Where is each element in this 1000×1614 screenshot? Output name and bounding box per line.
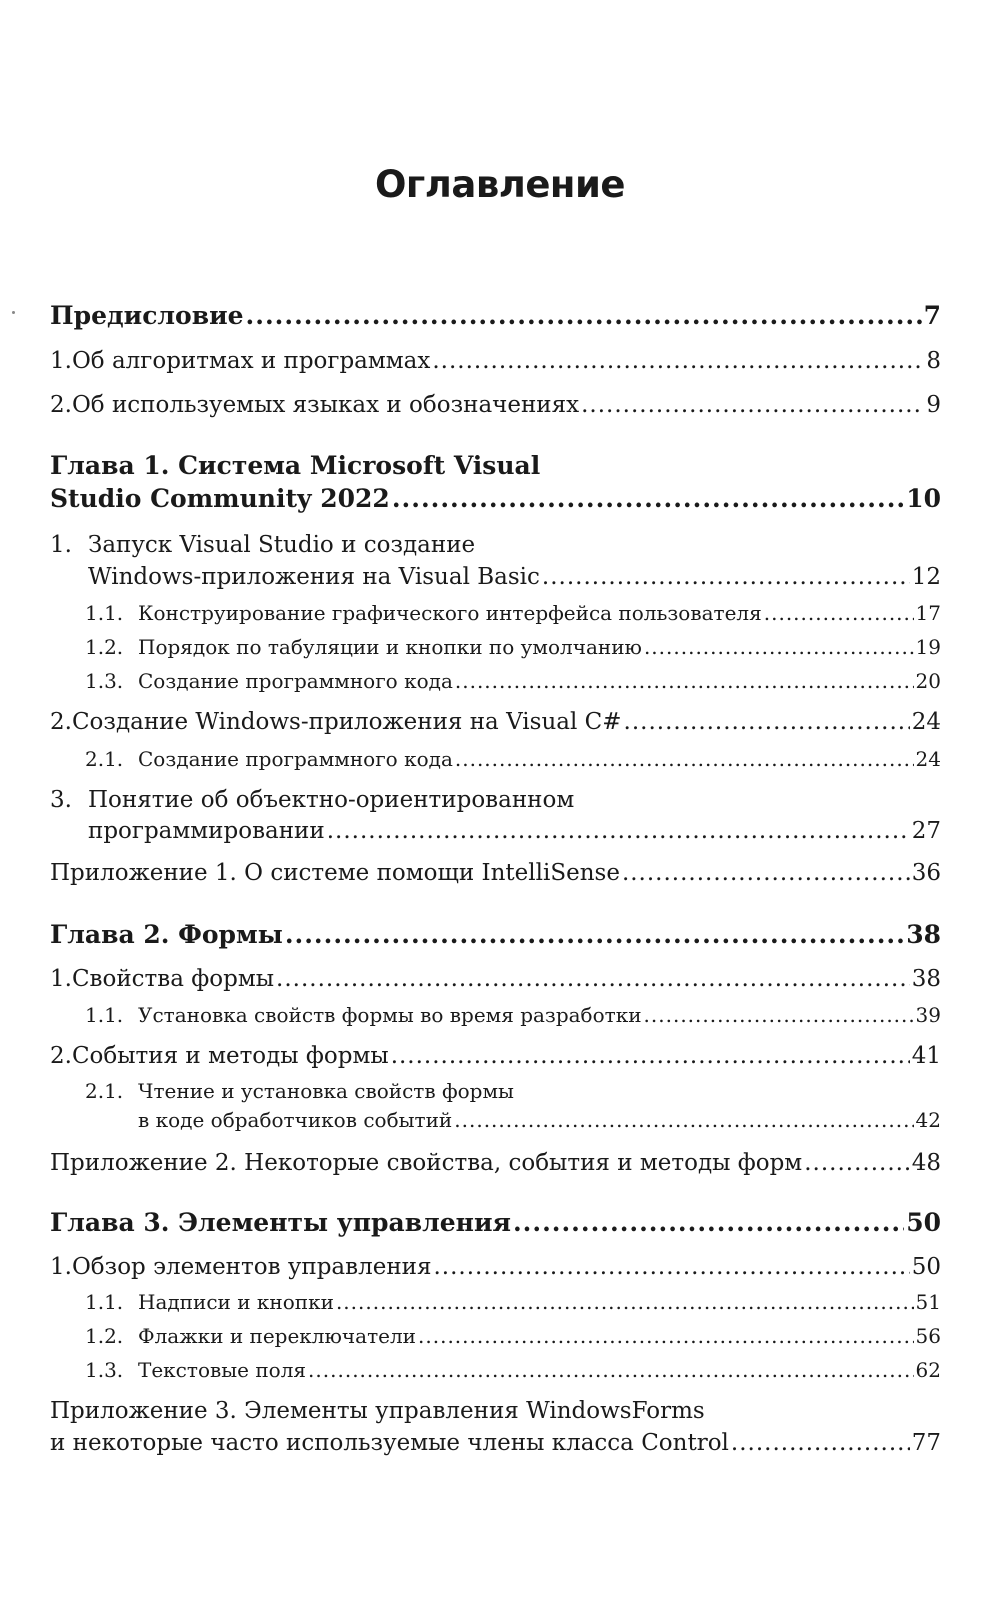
toc-page: 20 <box>915 669 941 693</box>
toc-page: 50 <box>911 1254 941 1280</box>
toc-label: Предисловие <box>50 301 244 330</box>
toc-label: Конструирование графического интерфейса пользователя <box>138 601 762 625</box>
toc-entry-chapter-3[interactable] <box>50 1210 941 1235</box>
toc-number: 1. <box>50 348 72 374</box>
leader-dots <box>391 1045 910 1068</box>
toc-number: 2.1. <box>85 747 124 771</box>
toc-page: 48 <box>911 1150 941 1176</box>
toc-entry[interactable] <box>85 671 941 691</box>
toc-number: 1. <box>50 532 72 558</box>
toc-number: 1. <box>50 966 72 992</box>
scan-speck <box>12 311 15 314</box>
toc-entry[interactable] <box>85 603 941 623</box>
toc-label: Понятие об объектно-ориентированном <box>88 787 575 813</box>
toc-page: 51 <box>915 1290 941 1314</box>
toc-page: 10 <box>906 484 941 513</box>
leader-dots <box>285 922 904 947</box>
toc-label: Свойства формы <box>71 966 275 992</box>
toc-label: Глава 2. Формы <box>50 920 283 949</box>
leader-dots <box>624 711 910 734</box>
toc-entry-preface[interactable] <box>50 303 941 328</box>
toc-number: 2. <box>50 1043 72 1069</box>
toc-number: 1.2. <box>85 1324 124 1348</box>
leader-dots <box>622 862 910 885</box>
leader-dots <box>455 749 914 769</box>
toc-label: Создание программного кода <box>138 669 453 693</box>
toc-label: Флажки и переключатели <box>138 1324 417 1348</box>
toc-label: Создание Windows-приложения на Visual C# <box>71 709 622 735</box>
leader-dots <box>513 1210 904 1235</box>
leader-dots <box>764 603 914 623</box>
toc-entry[interactable] <box>85 1005 941 1025</box>
toc-entry-line1 <box>50 534 475 557</box>
toc-entry[interactable] <box>85 637 941 657</box>
toc-label: в коде обработчиков событий <box>138 1108 453 1132</box>
toc-label: Studio Community 2022 <box>50 484 390 513</box>
toc-label: программировании <box>88 818 325 844</box>
toc-number: 1.1. <box>85 1003 124 1027</box>
toc-page: 56 <box>915 1324 941 1348</box>
toc-number: 1.2. <box>85 635 124 659</box>
toc-entry-line1: Приложение 3. Элементы управления WindowsForms <box>50 1398 705 1424</box>
toc-page: 38 <box>911 966 941 992</box>
toc-label: Текстовые поля <box>138 1358 307 1382</box>
toc-entry[interactable] <box>85 1292 941 1312</box>
toc-entry[interactable] <box>50 968 941 991</box>
leader-dots <box>804 1152 910 1175</box>
toc-label: Порядок по табуляции и кнопки по умолчанию <box>138 635 642 659</box>
toc-number: 1. <box>50 1254 72 1280</box>
leader-dots <box>276 968 910 991</box>
toc-page: 38 <box>906 920 941 949</box>
toc-entry[interactable] <box>50 394 941 417</box>
toc-entry[interactable] <box>50 350 941 373</box>
toc-label: Об алгоритмах и программах <box>71 348 431 374</box>
toc-page: 77 <box>911 1430 941 1456</box>
toc-entry-chapter-2[interactable] <box>50 922 941 947</box>
toc-entry[interactable] <box>50 1045 941 1068</box>
toc-label: Чтение и установка свойств формы <box>138 1079 514 1103</box>
toc-label: и некоторые часто используемые члены класса Control <box>50 1430 729 1456</box>
toc-page: 36 <box>911 860 941 886</box>
toc-label: Windows-приложения на Visual Basic <box>88 564 540 590</box>
toc-page: 8 <box>926 348 941 374</box>
toc-number: 2. <box>50 709 72 735</box>
toc-entry[interactable] <box>50 566 941 589</box>
leader-dots <box>644 1005 914 1025</box>
page-title: Оглавление <box>374 163 626 206</box>
toc-number: 1.1. <box>85 601 124 625</box>
toc-page: 24 <box>911 709 941 735</box>
leader-dots <box>455 671 914 691</box>
toc-entry[interactable] <box>85 1326 941 1346</box>
leader-dots <box>392 486 904 511</box>
toc-entry[interactable] <box>50 820 941 843</box>
chapter-1-heading-line1: Глава 1. Система Microsoft Visual <box>50 451 541 480</box>
leader-dots <box>327 820 910 843</box>
toc-page: 41 <box>911 1043 941 1069</box>
leader-dots <box>434 1256 910 1279</box>
toc-number: 1.3. <box>85 669 124 693</box>
leader-dots <box>308 1360 914 1380</box>
toc-page: 39 <box>915 1003 941 1027</box>
toc-page: 19 <box>915 635 941 659</box>
toc-page: 9 <box>926 392 941 418</box>
toc-entry[interactable] <box>85 1110 941 1130</box>
toc-number: 1.3. <box>85 1358 124 1382</box>
toc-page: 7 <box>923 301 941 330</box>
toc-label: Установка свойств формы во время разработки <box>138 1003 642 1027</box>
leader-dots <box>644 637 914 657</box>
leader-dots <box>418 1326 914 1346</box>
toc-label: Обзор элементов управления <box>71 1254 432 1280</box>
leader-dots <box>246 303 922 328</box>
toc-entry-line1 <box>50 789 574 812</box>
leader-dots <box>542 566 910 589</box>
toc-label: Надписи и кнопки <box>138 1290 334 1314</box>
toc-page: 17 <box>915 601 941 625</box>
toc-number: 1.1. <box>85 1290 124 1314</box>
toc-entry[interactable] <box>50 1256 941 1279</box>
leader-dots <box>581 394 924 417</box>
toc-label: Запуск Visual Studio и создание <box>88 532 476 558</box>
toc-label: Об используемых языках и обозначениях <box>71 392 580 418</box>
toc-label: Приложение 2. Некоторые свойства, события и методы форм <box>50 1150 803 1176</box>
leader-dots <box>454 1110 913 1130</box>
toc-page: 24 <box>915 747 941 771</box>
toc-label: Создание программного кода <box>138 747 453 771</box>
toc-entry-appendix-2[interactable] <box>50 1152 941 1175</box>
toc-page: 62 <box>915 1358 941 1382</box>
toc-number: 2.1. <box>85 1079 124 1103</box>
toc-label: Глава 3. Элементы управления <box>50 1208 511 1237</box>
toc-number: 3. <box>50 787 72 813</box>
toc-page: 27 <box>911 818 941 844</box>
toc-entry-appendix-3[interactable] <box>50 1432 941 1455</box>
toc-entry-appendix-1[interactable] <box>50 862 941 885</box>
toc-page: 50 <box>906 1208 941 1237</box>
toc-page: 42 <box>915 1108 941 1132</box>
toc-number: 2. <box>50 392 72 418</box>
toc-label: События и методы формы <box>71 1043 389 1069</box>
leader-dots <box>432 350 924 373</box>
toc-entry[interactable] <box>50 711 941 734</box>
toc-entry[interactable] <box>85 1360 941 1380</box>
leader-dots <box>731 1432 910 1455</box>
toc-entry-chapter-1[interactable] <box>50 486 941 511</box>
toc-label: Приложение 1. О системе помощи IntelliSense <box>50 860 620 886</box>
leader-dots <box>336 1292 914 1312</box>
toc-entry[interactable] <box>85 749 941 769</box>
toc-entry-line1 <box>85 1081 514 1101</box>
toc-page: 12 <box>911 564 941 590</box>
